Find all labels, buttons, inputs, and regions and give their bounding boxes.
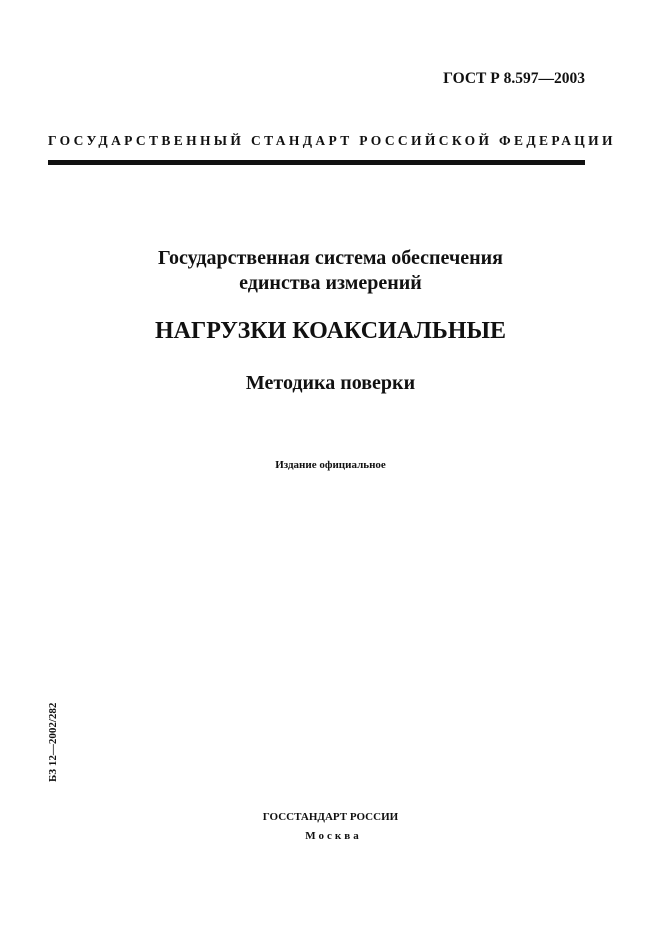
edition-label: Издание официальное [275,459,386,471]
header-rule [48,160,585,165]
system-title [0,246,661,296]
publisher: ГОССТАНДАРТ РОССИИ [262,811,399,823]
subtitle: Методика поверки [245,372,416,394]
standard-header: ГОСУДАРСТВЕННЫЙ СТАНДАРТ РОССИЙСКОЙ ФЕДЕРАЦИИ [48,133,616,148]
main-title: НАГРУЗКИ КОАКСИАЛЬНЫЕ [154,318,507,344]
system-title-line1: Государственная система обеспечения [158,247,503,269]
system-title-line2: единства измерений [239,272,422,294]
standard-number: ГОСТ Р 8.597—2003 [443,70,585,87]
city: Москва [305,830,362,842]
side-code: БЗ 12—2002/282 [47,702,59,782]
